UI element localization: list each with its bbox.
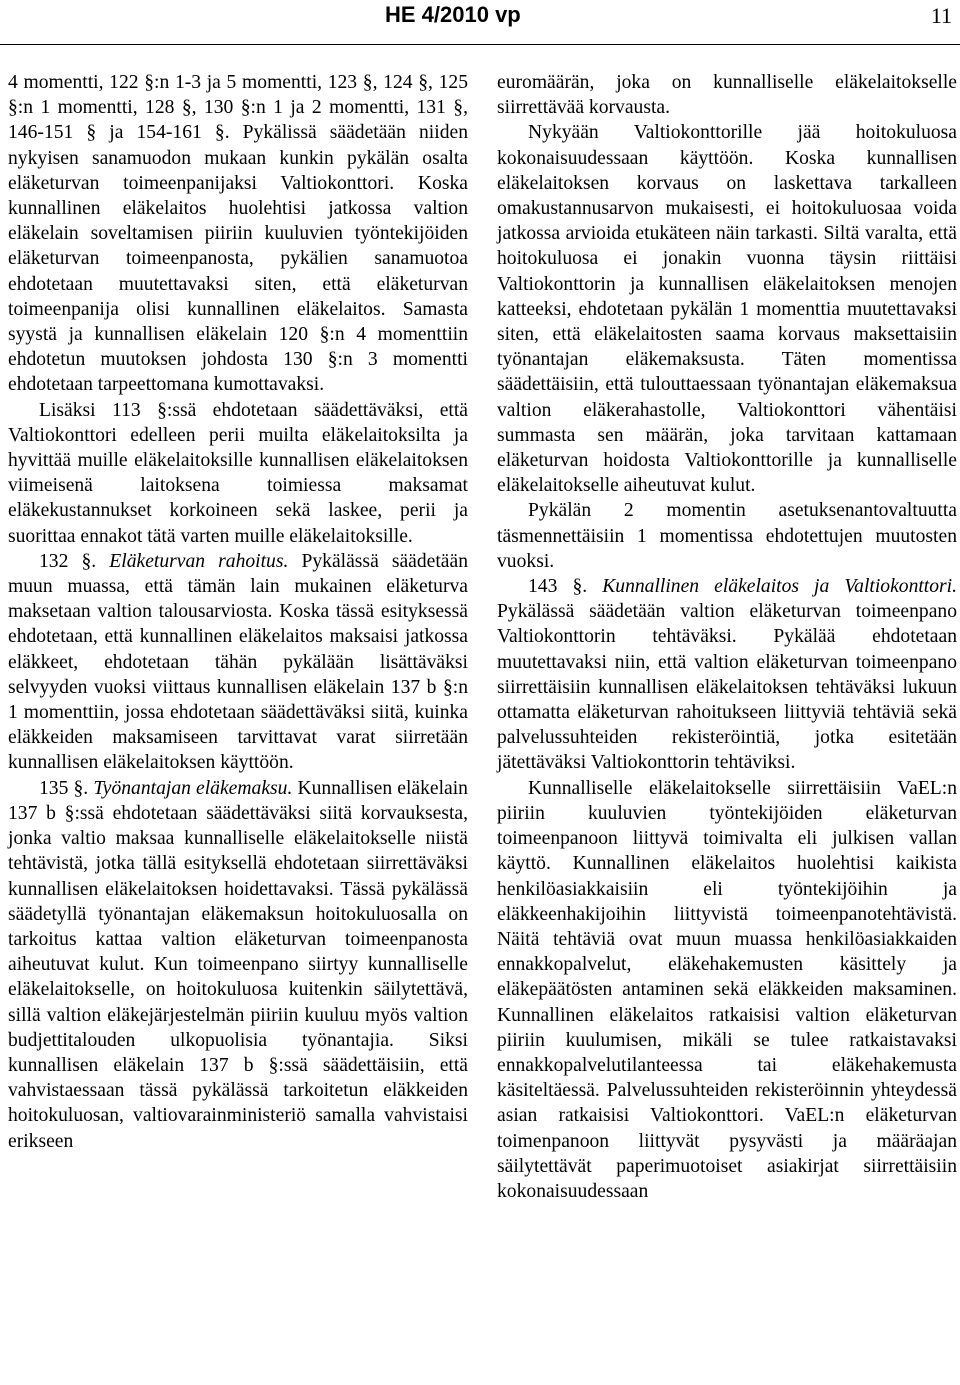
- section-title: Työnantajan eläkemaksu.: [93, 777, 293, 799]
- paragraph: euromäärän, joka on kunnalliselle eläkelaitokselle siirrettävää korvausta.: [497, 72, 957, 119]
- section-body: Pykälässä säädetään muun muassa, että tämän lain mukainen eläketurva maksetaan valtion talousarviosta. Koska tässä esityksessä ehdotetaan, että kunnallinen eläkelaitos maksaisi jatkossa eläkkeet, ehdotetaan tähän pykälään lisättäväksi selvyyden vuoksi viittaus kunnallisen eläkelain 137 b §:n 1 momenttiin, jossa ehdotetaan säädettäväksi siitä, kuinka eläkkeiden maksamiseen tarvittavat varat siirretään kunnallisen eläkelaitoksen käyttöön.: [8, 550, 469, 774]
- page-number: 11: [930, 3, 952, 28]
- right-column: [497, 70, 957, 1204]
- paragraph: Kunnalliselle eläkelaitokselle siirrettäisiin VaEL:n piiriin kuuluvien työntekijöiden eläketurvan toimeenpanoon liittyvä toimivalta eli julkisen vallan käyttö. Kunnallinen eläkelaitos huolehtisi kaikista henkilöasiakkaisiin eli työntekijöihin ja eläkkeenhakijoihin liittyvistä toimeenpanotehtävistä. Näitä tehtäviä ovat muun muassa henkilöasiakkaiden ennakkopalvelut, eläkehakemusten käsittely ja eläkepäätösten antaminen sekä eläkkeiden maksaminen. Kunnallinen eläkelaitos ratkaisisi valtion eläketurvan piiriin kuulumisen, mikäli se tulee ratkaistavaksi ennakkopalvelutilanteessa tai eläkehakemusta käsiteltäessä. Palvelussuhteiden rekisteröinnin yhteydessä asian ratkaisisi Valtiokonttori. VaEL:n eläketurvan toimenpanoon liittyvät pysyvästi ja määräajan säilytettävät paperimuotoiset asiakirjat siirrettäisiin kokonaisuudessaan: [497, 777, 957, 1202]
- section-title: Eläketurvan rahoitus.: [109, 550, 289, 572]
- paragraph: Nykyään Valtiokonttorille jää hoitokuluosa kokonaisuudessaan käyttöön. Koska kunnallisen eläkelaitoksen korvaus on laskettava tarkalleen omakustannusarvon mukaisesti, ei hoitokuluosaa voida jatkossa arvioida etukäteen näin tarkasti. Siltä varalta, että hoitokuluosa ei jonakin vuonna täysin riittäisi Valtiokonttorin ja kunnallisen eläkelaitoksen menojen katteeksi, ehdotetaan pykälän 1 momenttia muutettavaksi siten, että eläkelaitosten saama korvaus maksettaisiin työnantajan eläkemaksusta. Täten momentissa säädettäisiin, että tulouttaessaan työnantajan eläkemaksua valtion eläkerahastolle, Valtiokonttori vähentäisi summasta sen määrän, joka tarvitaan kattamaan eläketurvan hoidosta Valtiokonttorille ja kunnalliselle eläkelaitokselle aiheutuvat kulut.: [497, 122, 957, 497]
- section-paragraph: [8, 776, 468, 1154]
- section-paragraph: [8, 549, 468, 776]
- paragraph: Pykälän 2 momentin asetuksenantovaltuutta täsmennettäisiin 1 momentissa ehdotettujen muutosten vuoksi.: [497, 500, 957, 572]
- section-number: 143 §.: [528, 576, 588, 598]
- paragraph: 4 momentti, 122 §:n 1-3 ja 5 momentti, 123 §, 124 §, 125 §:n 1 momentti, 128 §, 130 §:n 1 ja 2 momentti, 131 §, 146-151 § ja 154-161 §. Pykälissä säädetään niiden nykyisen sanamuodon mukaan kunkin pykälän osalta eläketurvan toimeenpanijaksi Valtiokonttori. Koska kunnallinen eläkelaitos huolehtisi jatkossa valtion eläkelain soveltamisen piiriin kuuluvien työntekijöiden eläketurvan toimeenpanosta, pykälien sanamuotoa ehdotetaan muutettavaksi siten, että eläketurvan toimeenpanija olisi kunnallinen eläkelaitos. Samasta syystä ja kunnallisen eläkelain 120 §:n 4 momenttiin ehdotetun muutoksen johdosta 130 §:n 3 momentti ehdotetaan tarpeettomana kumottavaksi.: [8, 72, 468, 396]
- section-title: Kunnallinen eläkelaitos ja Valtiokonttori.: [602, 576, 958, 598]
- section-number: 135 §.: [39, 777, 89, 799]
- section-body: Pykälässä säädetään valtion eläketurvan toimeenpano Valtiokonttorin tehtäväksi. Pykälää ehdotetaan muutettavaksi niin, että valtion eläketurvan toimeenpano siirrettäisiin kunnallisen eläkelaitoksen tehtäväksi lukuun ottamatta eläketurvan rahoitukseen liittyviä tehtäviä sekä palvelussuhteiden rekisteröintiä, jotka esitetään jätettäväksi Valtiokonttorin tehtäviksi.: [497, 601, 957, 774]
- section-body: Kunnallisen eläkelain 137 b §:ssä ehdotetaan säädettäväksi siitä korvauksesta, jonka valtio maksaa kunnalliselle eläkelaitokselle niistä tehtävistä, jotka tällä esityksellä ehdotetaan siirrettäväksi kunnallisen eläkelaitoksen hoidettavaksi. Tässä pykälässä säädetyllä työnantajan eläkemaksun hoitokuluosalla on tarkoitus kattaa valtion eläketurvan toimeenpanosta aiheutuvat kulut. Kun toimeenpano siirtyy kunnalliselle eläkelaitokselle, on hoitokuluosa kuitenkin säilytettävä, sillä valtion eläkejärjestelmän piiriin kuuluu myös valtion budjettitalouden ulkopuolisia työnantajia. Siksi kunnallisen eläkelain 137 b §:ssä säädettäisiin, että vahvistaessaan tässä pykälässä tarkoitetun eläkkeiden hoitokuluosan, valtiovarainministeriö samalla vahvistaisi erikseen: [8, 777, 468, 1152]
- header-rule: [0, 44, 960, 45]
- section-number: 132 §.: [39, 550, 97, 572]
- document-id: HE 4/2010 vp: [385, 2, 521, 27]
- paragraph: Lisäksi 113 §:ssä ehdotetaan säädettäväksi, että Valtiokonttori edelleen perii muilta eläkelaitoksilta ja hyvittää muille eläkelaitoksille kunnallisen eläkelaitoksen viimeisenä laitoksena toimiessa maksamat eläkekustannukset korkoineen sekä laskee, perii ja suorittaa ennakot tätä varten muille eläkelaitoksille.: [8, 399, 468, 547]
- section-paragraph: [497, 574, 957, 776]
- left-column: [8, 70, 468, 1154]
- page-header: [0, 0, 960, 40]
